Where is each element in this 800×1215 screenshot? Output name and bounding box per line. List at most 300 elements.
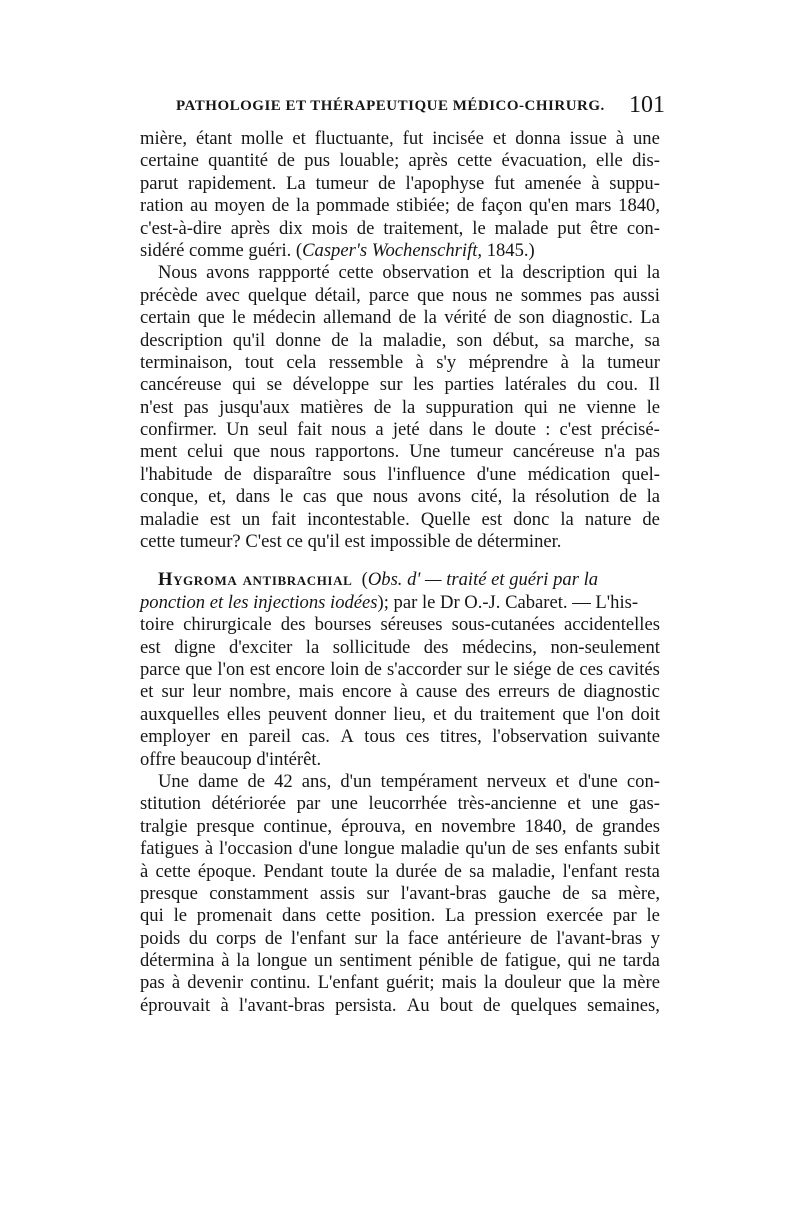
- word: a: [375, 419, 384, 441]
- paren-open: (: [357, 569, 368, 591]
- word: de: [575, 815, 594, 837]
- word: ment: [140, 441, 178, 463]
- word: celui: [187, 441, 224, 463]
- word: La: [445, 905, 465, 927]
- running-title: PATHOLOGIE ET THÉRAPEUTIQUE MÉDICO-CHIRURG.: [176, 98, 605, 114]
- word: époque.: [197, 860, 257, 882]
- word: tout: [244, 351, 274, 373]
- word: Une: [409, 441, 441, 463]
- word: que: [185, 658, 213, 680]
- word: longue: [256, 950, 308, 972]
- word: siége: [513, 658, 552, 680]
- word: erreurs: [498, 681, 550, 703]
- text-line: [140, 771, 660, 793]
- word: éprouvait: [140, 994, 211, 1016]
- word: n'a: [604, 441, 626, 463]
- word: mère,: [618, 882, 660, 904]
- word: à: [204, 838, 214, 860]
- word: Un: [226, 419, 249, 441]
- word: matières: [300, 396, 364, 418]
- word: quel-: [621, 463, 660, 485]
- word: sur: [354, 927, 378, 949]
- text-line: [140, 441, 660, 463]
- text-line: [140, 637, 660, 659]
- word: sur: [161, 681, 185, 703]
- word: mière,: [140, 128, 187, 149]
- observation-subtitle-cont: ponction et les injections iodées: [140, 591, 378, 613]
- word: de: [224, 463, 242, 485]
- word: stitution: [140, 793, 201, 815]
- word: développe: [292, 374, 370, 396]
- text-line: [140, 352, 660, 374]
- word: donc: [513, 508, 550, 530]
- word: semaines,: [587, 994, 660, 1016]
- word: le: [279, 486, 294, 508]
- word: 1840,: [618, 195, 660, 217]
- word: de: [264, 927, 283, 949]
- word: dans: [235, 486, 270, 508]
- word: la: [305, 636, 320, 658]
- word: traitement: [479, 703, 556, 725]
- word: la: [483, 972, 498, 994]
- word: mois: [311, 217, 348, 239]
- word: pareil: [248, 726, 292, 748]
- word: et: [492, 128, 507, 149]
- word: de: [271, 195, 290, 217]
- word: amenée: [524, 172, 582, 194]
- word: est: [344, 531, 366, 553]
- text-line: [140, 592, 660, 614]
- word: Pendant: [263, 860, 324, 882]
- word: la: [296, 195, 310, 217]
- word: une: [591, 793, 619, 815]
- word: maladie,: [382, 329, 447, 351]
- word: que: [562, 703, 590, 725]
- word: à: [560, 351, 569, 373]
- word: sur: [366, 882, 390, 904]
- word: c'est-à-dire: [140, 217, 222, 239]
- word: l'on: [596, 703, 624, 725]
- word: le: [173, 905, 187, 927]
- page-number: 101: [629, 92, 665, 118]
- word: face: [407, 927, 439, 949]
- text-line: [140, 704, 660, 726]
- word: seul: [258, 419, 288, 441]
- word: cette: [338, 262, 374, 284]
- word: le: [232, 307, 246, 329]
- word: fatigue,: [504, 950, 561, 972]
- word: traitement,: [383, 217, 464, 239]
- word: allemand: [323, 307, 392, 329]
- word: Une: [158, 770, 189, 792]
- word: fut: [402, 128, 424, 149]
- word: tous: [364, 726, 396, 748]
- word: impossible: [369, 531, 451, 553]
- word: à: [220, 994, 229, 1016]
- word: fait: [271, 508, 297, 530]
- word: quelque: [247, 284, 307, 306]
- word: la: [560, 508, 574, 530]
- word: et: [477, 262, 492, 284]
- word: et: [140, 681, 154, 703]
- word: nerveux: [486, 770, 547, 792]
- word: quelques: [510, 994, 577, 1016]
- word: de: [455, 531, 473, 553]
- word: chirurgicale: [183, 614, 272, 636]
- word: médication: [527, 463, 611, 485]
- word: incontestable.: [307, 508, 410, 530]
- word: avons: [206, 262, 250, 284]
- word: rappporté: [258, 262, 330, 284]
- word: leur: [192, 681, 222, 703]
- word: et,: [208, 486, 227, 508]
- word: terminaison,: [140, 351, 233, 373]
- word: pression: [474, 905, 537, 927]
- word: L'enfant: [317, 972, 379, 994]
- word: tralgie: [140, 815, 188, 837]
- word: s'accorder: [387, 658, 462, 680]
- word: sous: [343, 463, 377, 485]
- word: subit: [623, 838, 660, 860]
- word: toire: [140, 614, 175, 636]
- word: que: [233, 441, 261, 463]
- word: jeté: [392, 419, 420, 441]
- citation-journal: Casper's Wochenschrift,: [302, 239, 483, 261]
- author-line: ); par le Dr O.-J. Cabaret. — L'his-: [377, 591, 639, 613]
- word: qu'en: [529, 195, 569, 217]
- word: sommes: [520, 284, 582, 306]
- word: et: [292, 128, 306, 149]
- word: cause: [415, 681, 458, 703]
- word: latérales: [504, 374, 567, 396]
- word: 42: [274, 770, 293, 792]
- word: après: [230, 217, 270, 239]
- word: ce: [286, 531, 303, 553]
- word: un: [314, 950, 333, 972]
- text-line: [140, 464, 660, 486]
- word: l'observation: [492, 726, 588, 748]
- word: Il: [648, 374, 660, 396]
- word: du: [577, 374, 596, 396]
- word: la: [423, 307, 437, 329]
- word: de: [331, 329, 349, 351]
- word: donne: [275, 329, 321, 351]
- word: étant: [195, 128, 233, 149]
- word: ne: [495, 284, 513, 306]
- word: méprendre: [468, 351, 549, 373]
- word: molle: [241, 128, 284, 149]
- word: façon: [481, 195, 523, 217]
- word: position.: [370, 905, 436, 927]
- word: lieu,: [393, 703, 426, 725]
- word: cette: [140, 531, 176, 553]
- text-line: [140, 330, 660, 352]
- word: La: [640, 307, 660, 329]
- word: de: [511, 838, 530, 860]
- word: elle: [595, 150, 623, 172]
- text-line: [140, 838, 660, 860]
- word: de: [562, 882, 580, 904]
- word: continu.: [250, 972, 311, 994]
- word: que: [568, 972, 596, 994]
- word: con-: [626, 770, 660, 792]
- word: d'exciter: [229, 636, 293, 658]
- word: certaine: [140, 150, 199, 172]
- body-text: [140, 128, 660, 1017]
- word: sa: [591, 882, 607, 904]
- word: la: [602, 972, 616, 994]
- text-line: [140, 816, 660, 838]
- word: de: [557, 681, 576, 703]
- word: est: [209, 508, 231, 530]
- word: vérité: [444, 307, 487, 329]
- word: mère: [622, 972, 660, 994]
- text-line: [140, 950, 660, 972]
- word: de: [556, 658, 575, 680]
- word: l'enfant: [290, 927, 346, 949]
- word: constamment: [209, 882, 309, 904]
- word: est: [481, 508, 503, 530]
- text-line: [140, 928, 660, 950]
- word: cette: [457, 150, 493, 172]
- word: sur: [379, 374, 403, 396]
- word: évacuation,: [501, 150, 587, 172]
- word: d'une: [298, 838, 339, 860]
- word: à: [399, 681, 408, 703]
- text-line: [140, 793, 660, 815]
- text-line: [140, 905, 660, 927]
- word: rapportons.: [315, 441, 400, 463]
- word: à: [415, 351, 424, 373]
- text-line: [140, 509, 660, 531]
- word: maladie,: [491, 860, 556, 882]
- word: qui: [232, 374, 256, 396]
- word: pénible: [418, 950, 474, 972]
- word: précède: [140, 284, 198, 306]
- word: ration: [140, 195, 184, 217]
- word: presque: [140, 882, 198, 904]
- word: gauche: [498, 882, 551, 904]
- word: dis-: [632, 150, 660, 172]
- word: peuvent: [268, 703, 328, 725]
- word: au: [190, 195, 208, 217]
- word: que: [197, 307, 225, 329]
- word: gas-: [629, 793, 660, 815]
- word: ne: [558, 396, 576, 418]
- word: d'intérêt.: [256, 748, 322, 770]
- word: est: [140, 636, 161, 658]
- word: doit: [630, 703, 660, 725]
- word: de: [456, 195, 475, 217]
- observation-subtitle: Obs. d' — traité et guéri par la: [367, 569, 599, 591]
- word: bout: [439, 994, 473, 1016]
- word: poids: [140, 927, 181, 949]
- text-line: [140, 173, 660, 195]
- word: loin: [330, 658, 360, 680]
- word: mais: [298, 681, 334, 703]
- word: détermina: [140, 950, 215, 972]
- word: auxquelles: [140, 703, 220, 725]
- word: C'est: [245, 531, 282, 553]
- word: donner: [334, 703, 386, 725]
- text-line: [140, 569, 660, 591]
- word: mais: [441, 972, 477, 994]
- word: con-: [626, 217, 660, 239]
- word: incisée: [432, 128, 484, 149]
- word: tumeur: [450, 441, 503, 463]
- word: une: [633, 128, 660, 149]
- word: pas: [635, 441, 660, 463]
- word: qui: [613, 262, 638, 284]
- word: issue: [569, 128, 607, 149]
- word: des: [280, 614, 306, 636]
- word: suppu-: [609, 172, 660, 194]
- word: dans: [281, 905, 317, 927]
- word: de: [642, 508, 660, 530]
- word: pas: [183, 396, 209, 418]
- word: cou.: [606, 374, 638, 396]
- word: toute: [330, 860, 368, 882]
- word: dans: [428, 419, 463, 441]
- word: est: [249, 658, 271, 680]
- word: que: [417, 284, 445, 306]
- text-line: [140, 419, 660, 441]
- text-line: [140, 531, 660, 553]
- word: cela: [286, 351, 317, 373]
- word: fatigues: [140, 838, 199, 860]
- word: l'enfant: [562, 860, 618, 882]
- word: ne: [598, 950, 616, 972]
- word: quantité: [208, 150, 269, 172]
- word: séreuses: [380, 614, 443, 636]
- word: sa: [469, 860, 485, 882]
- word: de: [247, 770, 265, 792]
- text-line: [140, 861, 660, 883]
- word: la: [375, 860, 389, 882]
- word: ces: [579, 658, 604, 680]
- word: titres,: [439, 726, 482, 748]
- word: digne: [174, 636, 216, 658]
- word: dix: [278, 217, 303, 239]
- word: bourses: [314, 614, 372, 636]
- word: précisé-: [600, 419, 660, 441]
- word: de: [373, 396, 392, 418]
- text-line: [140, 995, 660, 1017]
- word: confirmer.: [140, 419, 217, 441]
- section-heading: Hygroma antibrachial: [158, 569, 353, 591]
- word: de: [493, 307, 512, 329]
- word: et: [567, 793, 581, 815]
- word: sentiment: [339, 950, 412, 972]
- word: des: [465, 681, 491, 703]
- word: assis: [319, 882, 356, 904]
- word: stibiée;: [396, 195, 450, 217]
- word: du: [453, 703, 473, 725]
- word: sollicitude: [332, 636, 411, 658]
- word: d'un: [340, 770, 372, 792]
- word: rapidement.: [188, 172, 277, 194]
- word: nous: [452, 284, 488, 306]
- word: après: [408, 150, 448, 172]
- text-line: [140, 195, 660, 217]
- word: résolution: [535, 486, 610, 508]
- word: cas: [302, 486, 327, 508]
- word: corps: [215, 927, 257, 949]
- word: Au: [406, 994, 430, 1016]
- text-line: [140, 397, 660, 419]
- word: 1840,: [524, 815, 567, 837]
- word: marche,: [574, 329, 635, 351]
- word: l'habitude: [140, 463, 213, 485]
- word: de: [480, 950, 498, 972]
- word: cité,: [470, 486, 503, 508]
- word: de: [364, 658, 382, 680]
- word: cancéreuse: [512, 441, 595, 463]
- word: une: [331, 793, 358, 815]
- word: la: [646, 486, 660, 508]
- word: employer: [140, 726, 211, 748]
- word: de: [378, 172, 396, 194]
- word: description: [140, 329, 223, 351]
- text-line: [140, 128, 660, 150]
- text-line: [140, 614, 660, 636]
- word: les: [413, 374, 434, 396]
- word: et: [555, 770, 570, 792]
- word: encore: [275, 658, 326, 680]
- word: que: [336, 486, 364, 508]
- word: son: [456, 329, 483, 351]
- word: médecins,: [462, 636, 537, 658]
- word: devenir: [187, 972, 244, 994]
- word: qui: [567, 950, 592, 972]
- word: de: [398, 307, 417, 329]
- word: encore: [341, 681, 392, 703]
- word: :: [545, 419, 551, 441]
- word: le: [494, 658, 509, 680]
- word: dame: [198, 770, 239, 792]
- word: resta: [624, 860, 660, 882]
- word: l'occasion: [219, 838, 293, 860]
- word: pas: [140, 972, 165, 994]
- word: détail,: [314, 284, 361, 306]
- word: à: [140, 860, 149, 882]
- word: persista.: [335, 994, 397, 1016]
- word: de: [356, 217, 375, 239]
- word: nous: [270, 441, 306, 463]
- word: en: [220, 726, 239, 748]
- word: la: [401, 396, 416, 418]
- word: tarda: [622, 950, 660, 972]
- word: nous: [331, 419, 367, 441]
- word: à: [591, 172, 600, 194]
- page-header: [140, 92, 665, 122]
- word: nature: [584, 508, 632, 530]
- word: donna: [515, 128, 561, 149]
- word: un: [241, 508, 261, 530]
- word: longue: [344, 838, 395, 860]
- word: qu'un: [465, 838, 506, 860]
- word: cavités: [608, 658, 660, 680]
- word: pus: [304, 150, 331, 172]
- word: Nous: [158, 262, 198, 284]
- text-line: [140, 681, 660, 703]
- text-line: [140, 150, 660, 172]
- word: ses: [535, 838, 559, 860]
- word: de: [530, 927, 548, 949]
- word: l'avant-bras: [238, 994, 325, 1016]
- word: beaucoup: [180, 748, 252, 770]
- word: cette: [325, 905, 361, 927]
